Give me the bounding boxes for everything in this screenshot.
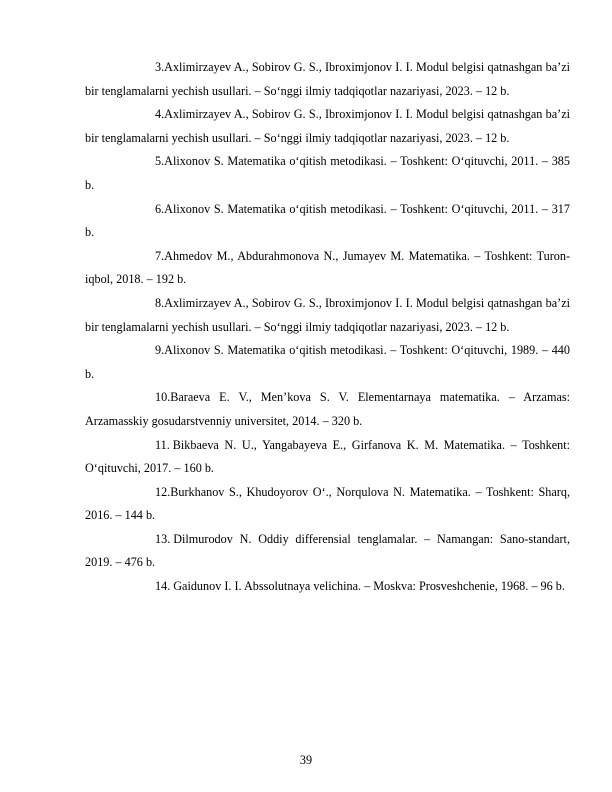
reference-text: Ahmedov M., Abdurahmonova N., Jumayev M. Matematika. – Toshkent: Turon-iqbol, 2018. – 192 b. — [85, 248, 570, 287]
reference-item-13 — [85, 528, 570, 575]
reference-number: 4. — [155, 107, 165, 122]
reference-item-6 — [85, 198, 570, 245]
reference-text: Burkhanov S., Khudoyorov O‘., Norqulova N. Matematika. – Toshkent: Sharq, 2016. – 144 b. — [85, 484, 570, 523]
reference-item-9 — [85, 339, 570, 386]
reference-text: Alixonov S. Matematika o‘qitish metodikasi. – Toshkent: O‘qituvchi, 2011. – 317 b. — [85, 201, 570, 240]
reference-list — [85, 56, 570, 599]
reference-number: 14. — [155, 579, 171, 594]
reference-item-8 — [85, 292, 570, 339]
reference-text: Dilmurodov N. Oddiy differensial tenglamalar. – Namangan: Sano-standart, 2019. – 476 b. — [85, 531, 570, 570]
reference-number: 11. — [155, 437, 170, 452]
reference-item-14 — [85, 575, 570, 599]
reference-item-7 — [85, 245, 570, 292]
reference-number: 6. — [155, 201, 165, 216]
page-number: 39 — [299, 753, 313, 767]
reference-number: 12. — [155, 484, 171, 499]
reference-number: 10. — [155, 390, 171, 405]
reference-number: 5. — [155, 154, 165, 169]
reference-item-12 — [85, 481, 570, 528]
reference-text: Axlimirzayev A., Sobirov G. S., Ibroximjonov I. I. Modul belgisi qatnashgan ba’zi bir tenglamalarni yechish usullari. – So‘nggi ilmiy tadqiqotlar nazariyasi, 2023. – 12 b. — [85, 107, 570, 145]
reference-text: Alixonov S. Matematika o‘qitish metodikasi. – Toshkent: O‘qituvchi, 1989. – 440 b. — [85, 343, 570, 381]
reference-number: 13. — [155, 531, 171, 546]
reference-text: Gaidunov I. I. Abssolutnaya velichina. – Moskva: Prosveshchenie, 1968. – 96 b. — [173, 579, 565, 594]
reference-number: 9. — [155, 343, 165, 358]
reference-text: Baraeva E. V., Men’kova S. V. Elementarnaya matematika. – Arzamas: Arzamasskiy gosudarstvenniy universitet, 2014. – 320 b. — [85, 390, 570, 428]
reference-item-5 — [85, 150, 570, 197]
reference-text: Alixonov S. Matematika o‘qitish metodikasi. – Toshkent: O‘qituvchi, 2011. – 385 b. — [85, 154, 570, 192]
reference-text: Axlimirzayev A., Sobirov G. S., Ibroximjonov I. I. Modul belgisi qatnashgan ba’zi bir tenglamalarni yechish usullari. – So‘nggi ilmiy tadqiqotlar nazariyasi, 2023. – 12 b. — [85, 295, 570, 334]
reference-item-10 — [85, 386, 570, 433]
reference-item-4 — [85, 103, 570, 150]
reference-number: 3. — [155, 60, 165, 74]
reference-item-11 — [85, 434, 570, 481]
reference-number: 8. — [155, 295, 165, 310]
reference-item-3 — [85, 56, 570, 103]
reference-text: Bikbaeva N. U., Yangabayeva E., Girfanova K. M. Matematika. – Toshkent: O‘qituvchi, 2017. – 160 b. — [85, 437, 570, 476]
reference-number: 7. — [155, 248, 165, 263]
reference-text: Axlimirzayev A., Sobirov G. S., Ibroximjonov I. I. Modul belgisi qatnashgan ba’zi bir tenglamalarni yechish usullari. – So‘nggi ilmiy tadqiqotlar nazariyasi, 2023. – 12 b. — [85, 60, 570, 98]
